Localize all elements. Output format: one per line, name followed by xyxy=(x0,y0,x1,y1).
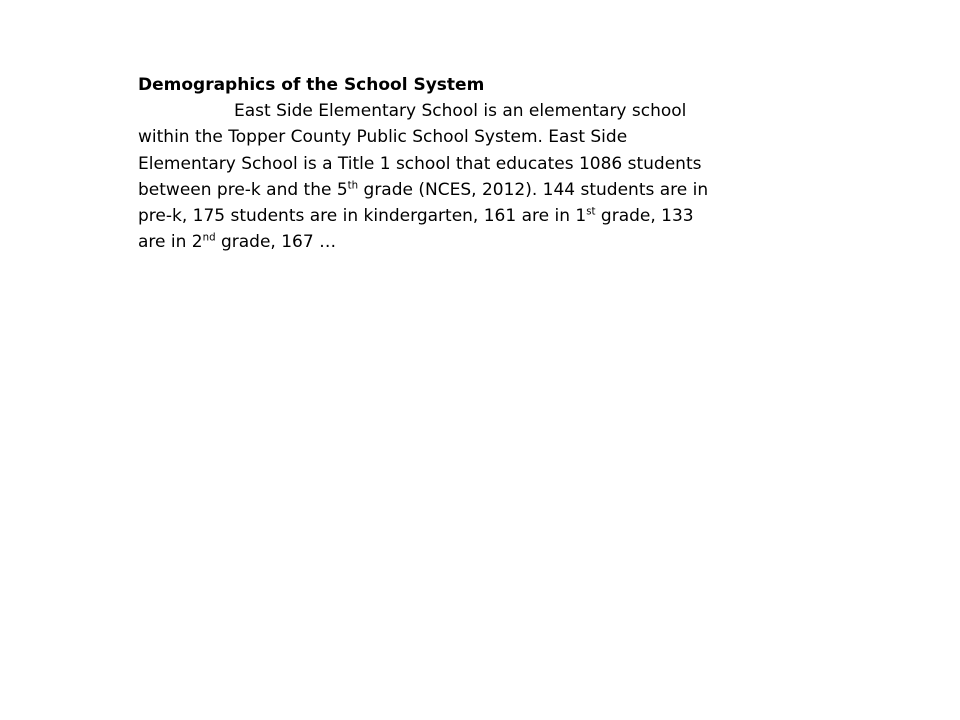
body-text: Elementary School is a Title 1 school that educates 1086 students xyxy=(138,153,702,174)
body-text: grade, 133 xyxy=(595,206,694,227)
ordinal-superscript: st xyxy=(586,206,596,218)
body-line-5 xyxy=(138,203,818,229)
body-text: East Side Elementary School is an elementary school xyxy=(234,101,687,122)
body-text: are in 2 xyxy=(138,232,203,253)
ordinal-superscript: nd xyxy=(202,232,216,244)
body-line-2 xyxy=(138,124,818,150)
body-text: grade (NCES, 2012). 144 students are in xyxy=(358,179,709,200)
ordinal-superscript: th xyxy=(347,180,359,192)
section-heading: Demographics of the School System xyxy=(138,75,485,95)
body-line-4 xyxy=(138,177,818,203)
body-line-6 xyxy=(138,229,818,255)
body-text: grade, 167 … xyxy=(215,232,337,253)
body-line-1 xyxy=(138,98,818,124)
body-line-3 xyxy=(138,151,818,177)
text-block xyxy=(138,72,818,255)
body-text: within the Topper County Public School System. East Side xyxy=(138,127,628,148)
body-text: between pre-k and the 5 xyxy=(138,179,348,200)
body-text: pre-k, 175 students are in kindergarten, 161 are in 1 xyxy=(138,206,587,227)
